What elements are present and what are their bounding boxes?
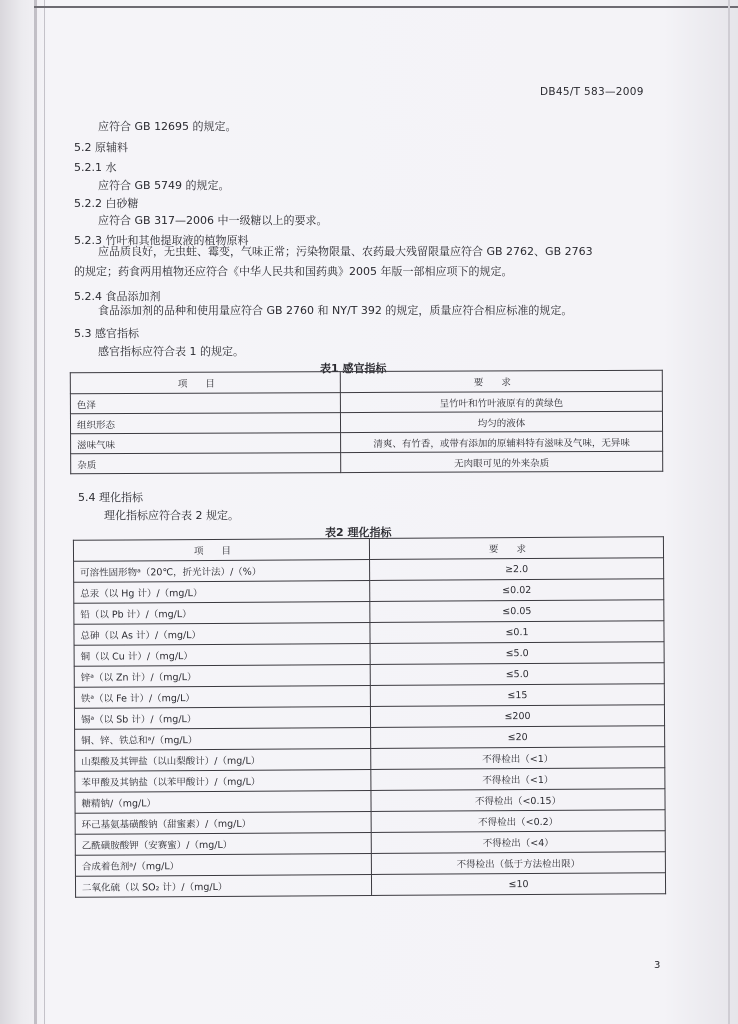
table-cell-item: 总砷（以 As 计）/（mg/L） [74,622,370,645]
binding-shadow [34,0,37,1024]
table-cell-item: 锡ᵃ（以 Sb 计）/（mg/L） [74,706,370,729]
table-cell-requirement: 不得检出（<4） [371,831,665,854]
table-header-item: 项目 [70,372,340,394]
table-cell-item: 总汞（以 Hg 计）/（mg/L） [74,580,370,603]
table-cell-item: 滋味气味 [71,433,341,454]
table-cell-requirement: ≥2.0 [370,558,664,581]
physicochemical-indicators-table [73,536,666,898]
section-heading: 5.4 理化指标 [78,491,143,504]
paragraph-line: 应符合 GB 12695 的规定。 [98,120,237,133]
table-cell-requirement: 不得检出（<1） [371,747,665,770]
table-cell-requirement: ≤200 [370,705,664,728]
table-row [71,451,663,474]
table-header-row [70,370,662,394]
table-cell-item: 可溶性固形物ᵃ（20℃，折光计法）/（%） [74,559,370,582]
table-row [70,411,662,434]
table-cell-requirement: 不得检出（低于方法检出限） [371,852,665,875]
paragraph-line: 感官指标应符合表 1 的规定。 [98,345,244,358]
binding-line [44,0,45,1024]
section-heading: 5.2.1 水 [74,161,117,174]
page-number: 3 [654,960,661,971]
table-header-requirement: 要求 [340,370,662,392]
table-cell-requirement: 不得检出（<1） [371,768,665,791]
table-header-requirement: 要求 [369,537,663,560]
table-cell-item: 组织形态 [70,413,340,434]
table2-caption: 表2 理化指标 [325,526,392,539]
paragraph-line: 应品质良好，无虫蛀、霉变，气味正常；污染物限量、农药最大残留限量应符合 GB 2762、GB 2763 [98,245,593,258]
standard-code: DB45/T 583—2009 [540,86,644,98]
paragraph-line: 理化指标应符合表 2 规定。 [104,509,239,522]
section-heading: 5.2.3 竹叶和其他提取液的植物原料 [74,234,249,247]
table-header-item: 项目 [73,538,369,561]
paragraph-line: 应符合 GB 5749 的规定。 [98,179,230,192]
table-row [71,431,663,454]
table-cell-requirement: ≤20 [371,726,665,749]
table-cell-requirement: 均匀的液体 [340,411,662,432]
sensory-indicators-table [70,370,663,475]
table-cell-requirement: ≤0.05 [370,600,664,623]
table-cell-requirement: ≤15 [370,684,664,707]
right-edge-shadow [728,0,730,1024]
table-row [75,873,665,898]
paragraph-line: 食品添加剂的品种和使用量应符合 GB 2760 和 NY/T 392 的规定，质量应符合相应标准的规定。 [98,304,573,317]
table-cell-item: 糖精钠/（mg/L） [75,790,371,813]
section-heading: 5.3 感官指标 [74,327,139,340]
table-cell-requirement: ≤10 [371,873,665,896]
table-cell-item: 锌ᵃ（以 Zn 计）/（mg/L） [74,664,370,687]
table1-caption: 表1 感官指标 [320,362,387,375]
table-cell-requirement: ≤0.1 [370,621,664,644]
table-cell-item: 铜、锌、铁总和ᵃ/（mg/L） [75,727,371,750]
table-cell-item: 杂质 [71,453,341,474]
top-edge-line [34,6,738,8]
table-cell-requirement: 不得检出（<0.15） [371,789,665,812]
table-cell-requirement: 无肉眼可见的外来杂质 [341,451,663,472]
table-cell-requirement: 不得检出（<0.2） [371,810,665,833]
table-cell-item: 二氧化硫（以 SO₂ 计）/（mg/L） [75,874,371,897]
table-cell-item: 环己基氨基磺酸钠（甜蜜素）/（mg/L） [75,811,371,834]
table-cell-requirement: 呈竹叶和竹叶液原有的黄绿色 [340,391,662,412]
section-heading: 5.2.4 食品添加剂 [74,290,161,303]
table-cell-requirement: ≤5.0 [370,642,664,665]
section-heading: 5.2 原辅料 [74,141,128,154]
table-cell-item: 铁ᵃ（以 Fe 计）/（mg/L） [74,685,370,708]
table-cell-item: 铜（以 Cu 计）/（mg/L） [74,643,370,666]
table-cell-requirement: 清爽、有竹香，或带有添加的原辅料特有滋味及气味，无异味 [341,431,663,452]
table-cell-item: 铅（以 Pb 计）/（mg/L） [74,601,370,624]
table-cell-item: 乙酰磺胺酸钾（安赛蜜）/（mg/L） [75,832,371,855]
table-cell-item: 色泽 [70,393,340,414]
table-cell-requirement: ≤5.0 [370,663,664,686]
table-row [70,391,662,414]
paragraph-line: 应符合 GB 317—2006 中一级糖以上的要求。 [98,214,328,227]
section-heading: 5.2.2 白砂糖 [74,197,139,210]
table-cell-requirement: ≤0.02 [370,579,664,602]
table-cell-item: 山梨酸及其钾盐（以山梨酸计）/（mg/L） [75,748,371,771]
table-cell-item: 苯甲酸及其钠盐（以苯甲酸计）/（mg/L） [75,769,371,792]
table-cell-item: 合成着色剂ᵃ/（mg/L） [75,853,371,876]
paragraph-line: 的规定；药食两用植物还应符合《中华人民共和国药典》2005 年版一部相应项下的规定。 [74,265,513,278]
